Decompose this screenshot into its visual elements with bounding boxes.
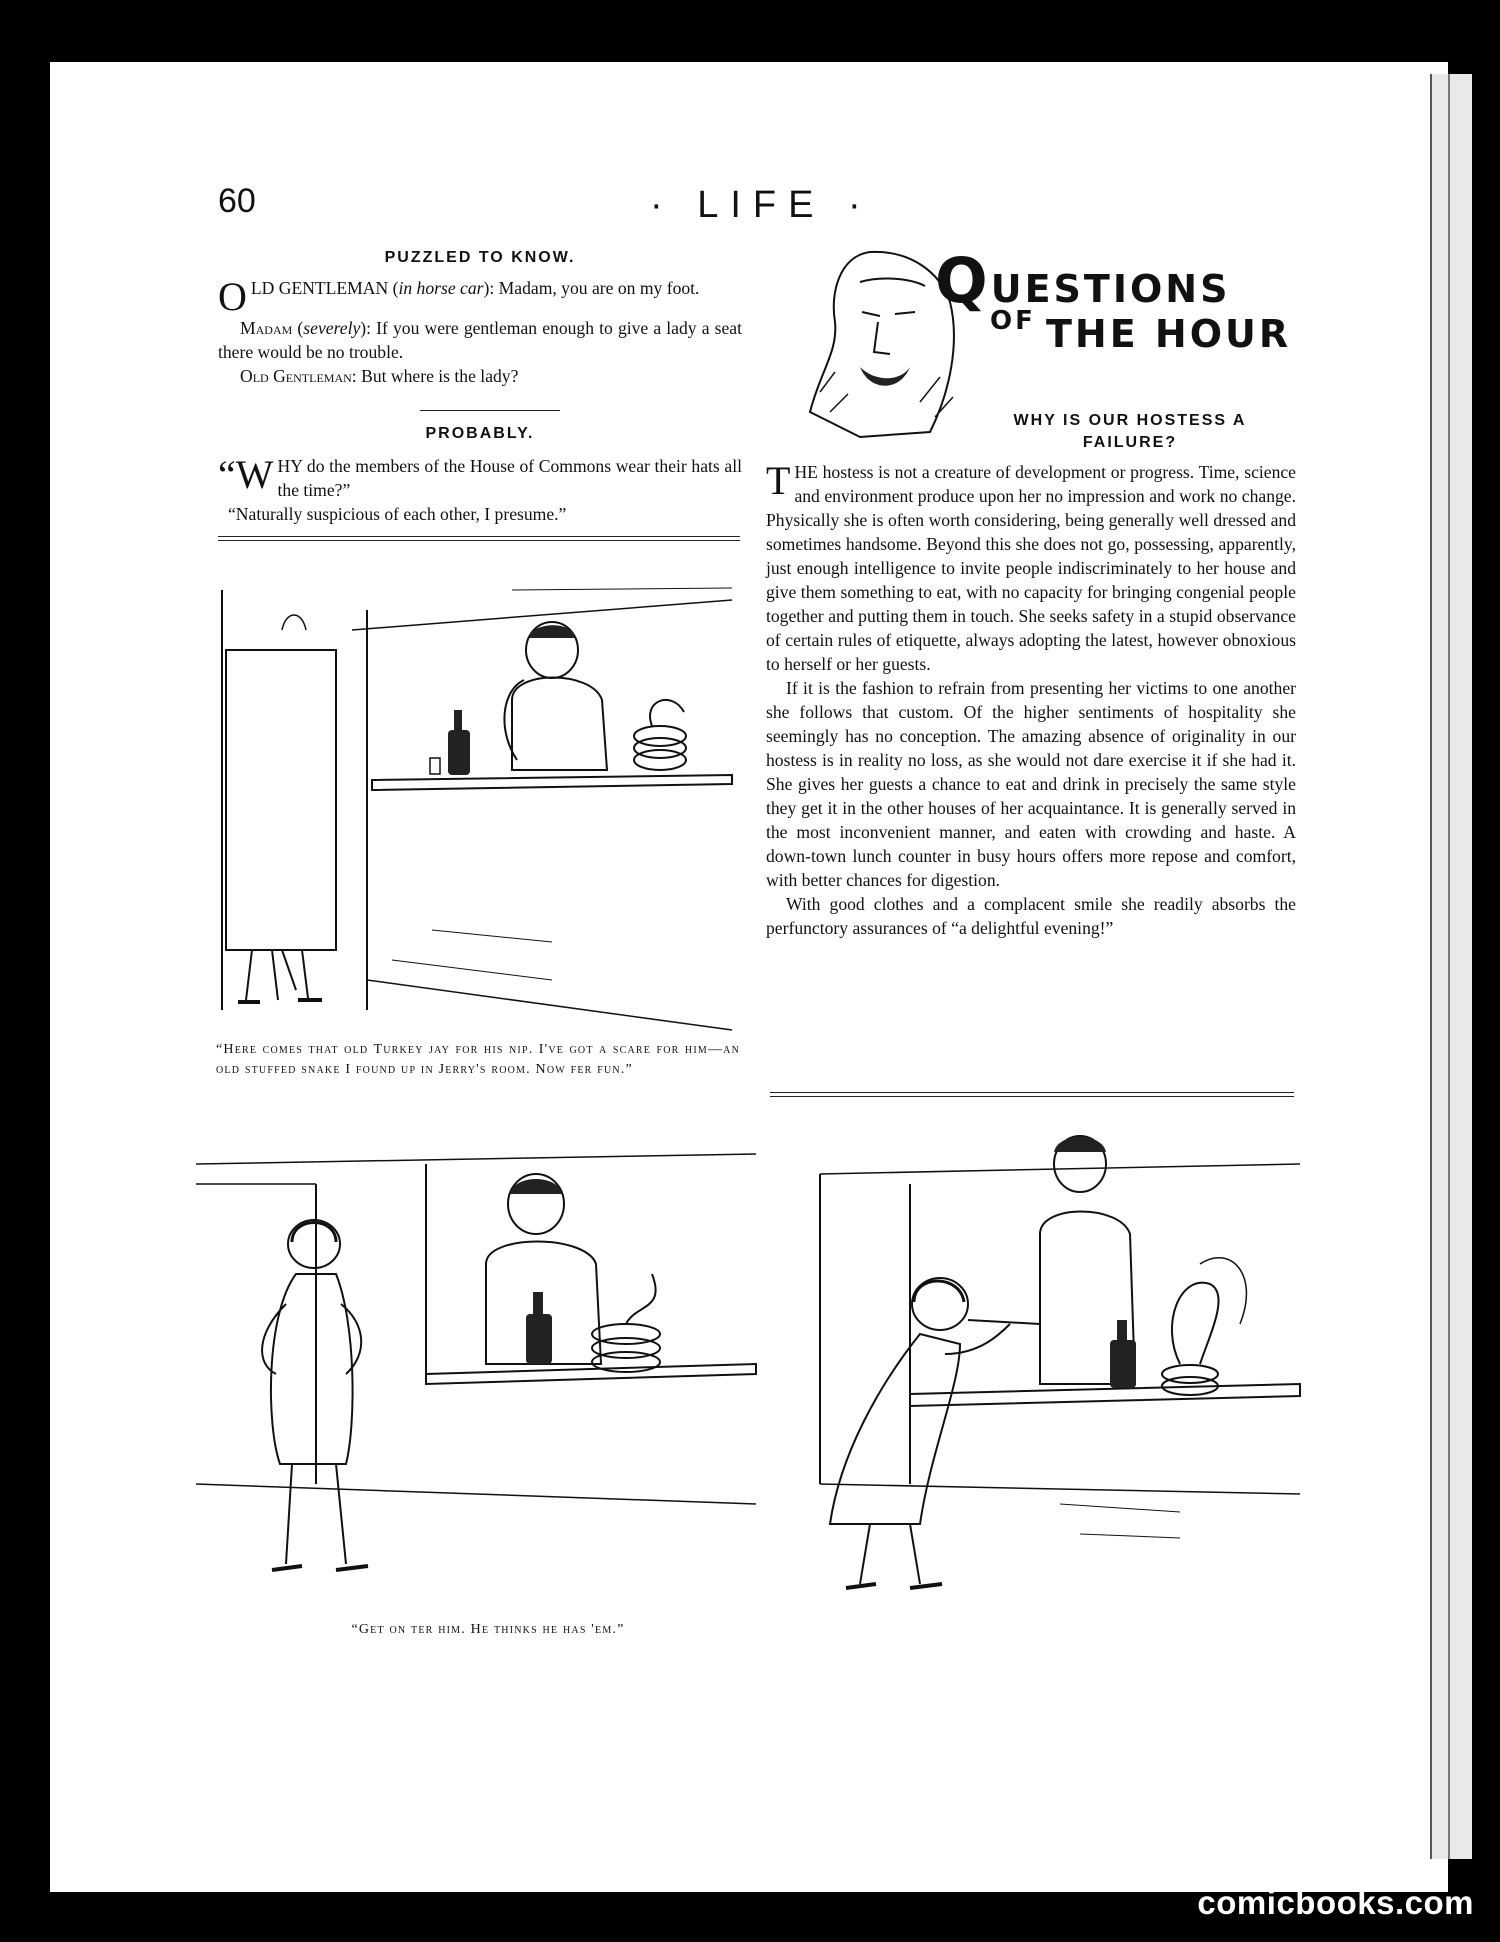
- questions-p3: With good clothes and a complacent smile she readily absorbs the perfunctory assurances of “a delightful evening!”: [766, 894, 1296, 938]
- title-q: Q: [935, 244, 991, 317]
- cartoon-panel-3: [760, 1124, 1300, 1604]
- cartoon-panel-1: [212, 570, 742, 1030]
- caption-panel-1: “Here comes that old Turkey jay for his nip. I've got a scare for him—an old stuffed snake I found up in Jerry's room. Now fer fun.”: [216, 1042, 740, 1077]
- dropcap-w: “W: [218, 452, 274, 497]
- puzzled-line-1: OLD GENTLEMAN (in horse car): Madam, you are on my foot.: [218, 274, 700, 319]
- cartoon-panel-2: [196, 1124, 756, 1604]
- questions-p1: THE hostess is not a creature of development or progress. Time, science and environment produce upon her no impression and work no change. Physically she is often worth considering, being generally well dressed and sometimes handsome. Beyond this she does not go, possessing, apparently, just enough intelligence to invite people indiscriminately to her house and give them something to eat, with no capacity for bringing congenial people together and putting them in touch. She seeks safety in a stupid observance of certain rules of etiquette, always adopting the latest, however obnoxious to herself or her guests.: [766, 458, 1296, 674]
- probably-title: PROBABLY.: [425, 425, 535, 442]
- puzzled-section: [218, 246, 742, 388]
- page-edge-inner: [1448, 74, 1472, 1859]
- puzzled-title: PUZZLED TO KNOW.: [384, 249, 576, 266]
- masthead: · LIFE ·: [650, 184, 873, 226]
- page-number: 60: [218, 182, 256, 220]
- puzzled-line-3: Old Gentleman: But where is the lady?: [240, 366, 519, 386]
- caption-panel-2: “Get on ter him. He thinks he has 'em.”: [351, 1622, 625, 1637]
- watermark: comicbooks.com: [1197, 1884, 1474, 1921]
- questions-subtitle: WHY IS OUR HOSTESS A FAILURE?: [1013, 412, 1247, 451]
- title-uestions: UESTIONS: [990, 267, 1231, 311]
- probably-section: [218, 422, 742, 526]
- questions-p2: If it is the fashion to refrain from presenting her victims to one another she follows that custom. Of the higher sentiments of hospitality she seemingly has no conception. The amazing absence of originality in our hostess is in reality no loss, as she would not dare exercise it if she had it. She gives her guests a chance to eat and drink in precisely the same style they get it in the other houses of her acquaintance. It is generally served in the most inconvenient manner, and eaten with crowding and haste. A down-town lunch counter in busy hours offers more repose and comfort, with better chances for digestion.: [766, 678, 1296, 890]
- questions-title-hour: THE HOUR: [1046, 312, 1292, 356]
- questions-body: [766, 460, 1296, 940]
- double-rule-right: [770, 1092, 1294, 1097]
- dropcap-t: T: [766, 458, 791, 503]
- dropcap-o: O: [218, 274, 247, 319]
- double-rule-left: [218, 536, 740, 541]
- puzzled-line-2: Madam (severely): If you were gentleman enough to give a lady a seat there would be no trouble.: [218, 318, 742, 362]
- probably-answer: “Naturally suspicious of each other, I presume.”: [228, 504, 567, 524]
- short-rule: [420, 410, 560, 411]
- questions-title-of: OF: [990, 306, 1036, 336]
- probably-question: “WHY do the members of the House of Commons wear their hats all the time?”: [218, 452, 742, 500]
- questions-title: [935, 244, 1230, 317]
